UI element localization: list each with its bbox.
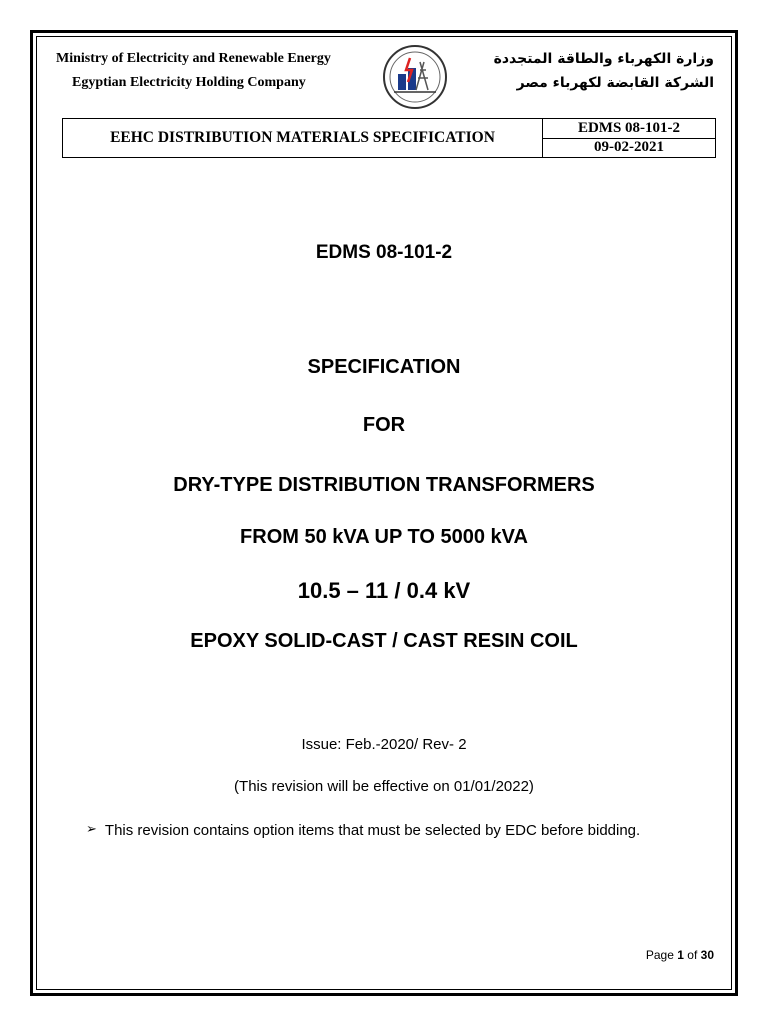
spec-header-table: [62, 118, 716, 158]
title-product: DRY-TYPE DISTRIBUTION TRANSFORMERS: [173, 474, 595, 496]
issue-line: Issue: Feb.-2020/ Rev- 2: [301, 736, 467, 753]
title-specification: SPECIFICATION: [307, 356, 461, 378]
document-code: EDMS 08-101-2: [315, 242, 453, 263]
ministry-name-en: Ministry of Electricity and Renewable Energy: [56, 51, 331, 66]
spec-table-title: EEHC DISTRIBUTION MATERIALS SPECIFICATION: [63, 119, 543, 157]
edc-term: EDC: [505, 822, 537, 839]
company-name-ar: الشركة القابضة لكهرباء مصر: [516, 75, 714, 91]
title-for: FOR: [362, 414, 406, 436]
header-left: [56, 47, 331, 95]
ministry-name-ar: وزارة الكهرباء والطاقة المتجددة: [493, 51, 714, 67]
spec-table-date: 09-02-2021: [594, 139, 664, 156]
title-coil: EPOXY SOLID-CAST / CAST RESIN COIL: [190, 630, 578, 652]
title-range: FROM 50 kVA UP TO 5000 kVA: [240, 526, 528, 548]
company-name-en: Egyptian Electricity Holding Company: [72, 75, 306, 90]
spec-table-code: EDMS 08-101-2: [543, 119, 715, 139]
header-right: [494, 47, 714, 95]
revision-note: [86, 822, 640, 839]
title-voltage: 10.5 – 11 / 0.4 kV: [297, 578, 471, 603]
page-current: 1: [677, 948, 684, 962]
page-number: Page 1 of 30: [645, 948, 714, 962]
effective-line: (This revision will be effective on 01/01/2022): [234, 778, 534, 795]
arrow-bullet-icon: ➢: [86, 822, 97, 837]
eehc-logo: [380, 44, 450, 110]
page-total: 30: [700, 948, 714, 962]
page-border-inner: [36, 36, 732, 990]
revision-note-text: This revision contains option items that must be selected by EDC before bidding.: [104, 822, 641, 839]
